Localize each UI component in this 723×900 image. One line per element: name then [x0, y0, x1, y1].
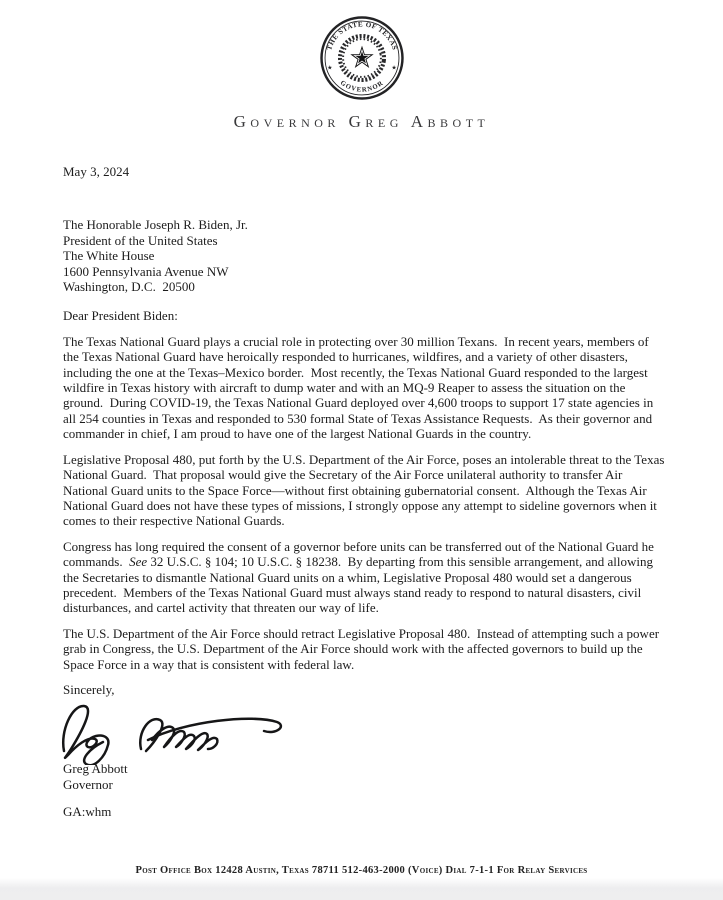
- greg-abbott-signature: [57, 699, 665, 761]
- seal-right-star-icon: ★: [390, 65, 397, 72]
- recipient-name: The Honorable Joseph R. Biden, Jr.: [63, 217, 248, 233]
- salutation: Dear President Biden:: [63, 308, 178, 324]
- seal-top-text: THE STATE OF TEXAS: [324, 20, 399, 52]
- letterhead-title: Governor Greg Abbott: [233, 112, 490, 131]
- page-footer: Post Office Box 12428 Austin, Texas 78711 512-463-2000 (Voice) Dial 7-1-1 For Relay Services: [135, 865, 588, 876]
- seal-bottom-text: GOVERNOR: [338, 79, 385, 94]
- recipient-city-zip: Washington, D.C. 20500: [63, 279, 195, 295]
- paragraph-2: Legislative Proposal 480, put forth by the U.S. Department of the Air Force, poses an intolerable threat to the Texas National Guard. That proposal would give the Secretary of the Air Force unilateral authority to transfer Air National Guard units to the Space Force—without first obtaining gubernatorial consent. Although the Texas Air National Guard does not have these types of missions, I strongly oppose any attempt to sideline governors when it comes to their respective National Guards.: [63, 451, 668, 529]
- paragraph-3-lead: Congress has long required the consent of a governor before units can be transferred out of the National Guard he commands.: [63, 538, 658, 570]
- recipient-address-block: [63, 217, 665, 294]
- paragraph-4: The U.S. Department of the Air Force should retract Legislative Proposal 480. Instead of attempting such a power grab in Congress, the U.S. Department of the Air Force should work with the affected governors to build up the Space Force in a way that is consistent with federal law.: [63, 625, 663, 672]
- letter-date: May 3, 2024: [63, 164, 130, 179]
- signer-name: Greg Abbott: [63, 761, 128, 777]
- recipient-street: 1600 Pennsylvania Avenue NW: [63, 263, 229, 279]
- signature-stroke-greg: [63, 706, 108, 765]
- paragraph-3: [63, 539, 665, 616]
- signer-block: [63, 761, 665, 792]
- signature-svg: [57, 699, 307, 765]
- texas-governor-seal-icon: [318, 14, 406, 102]
- paragraph-1: The Texas National Guard plays a crucial role in protecting over 30 million Texans. In recent years, members of the Texas National Guard have heroically responded to hurricanes, wildfires, and a variety of other disasters, including the one at the Texas–Mexico border. Most recently, the Texas National Guard responded to the largest wildfire in Texas history with aircraft to dump water and with an MQ-9 Reaper to assess the situation on the ground. During COVID-19, the Texas National Guard deployed over 4,600 troops to support 17 state agencies in all 254 counties in Texas and responded to 530 formal State of Texas Assistance Requests. As their governor and commander in chief, I am proud to have one of the largest National Guards in the country.: [63, 333, 657, 442]
- reference-initials: GA:whm: [63, 804, 112, 820]
- paragraph-3-rest: 32 U.S.C. § 104; 10 U.S.C. § 18238. By departing from this sensible arrangement, and allowing the Secretaries to dismantle National Guard units on a whim, Legislative Proposal 480 would set a dangerous precedent. Members of the Texas National Guard must always stand ready to respond to natural disasters, civil disturbances, and cartel activity that threaten our way of life.: [63, 554, 657, 616]
- closing: Sincerely,: [63, 681, 115, 697]
- signature-stroke-abbott: [140, 719, 217, 751]
- seal-svg: [318, 14, 406, 102]
- paragraph-3-citation-signal: See: [129, 554, 148, 570]
- page-bottom-shadow: [0, 878, 723, 900]
- seal-left-star-icon: ★: [326, 65, 333, 72]
- recipient-title: President of the United States: [63, 232, 218, 248]
- recipient-building: The White House: [63, 248, 155, 264]
- signer-title: Governor: [63, 776, 113, 792]
